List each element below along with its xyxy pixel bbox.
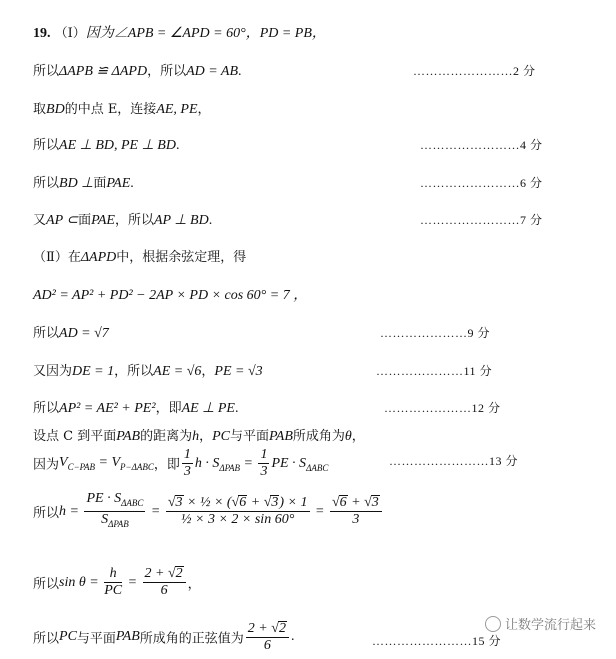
math: AP² = AE² + PE² <box>59 401 156 416</box>
text: ， <box>351 429 365 444</box>
math: AP ⊂ <box>46 213 79 228</box>
score-unit: 分 <box>523 64 536 78</box>
math: AE ⊥ BD, PE ⊥ BD <box>59 138 176 153</box>
line-3 <box>33 98 211 118</box>
watermark-text: 让数学流行起来 <box>504 617 596 633</box>
score-dots: ……………………7 <box>420 213 527 227</box>
math: AE ⊥ PE <box>181 401 235 416</box>
math: AP ⊥ BD <box>154 213 209 228</box>
score-4 <box>420 136 542 153</box>
text: 所以 <box>33 326 60 341</box>
score-dots: ……………………4 <box>420 138 527 152</box>
score-unit: 分 <box>530 138 543 152</box>
line-15 <box>33 566 201 599</box>
text: 设点 C 到平面 <box>33 429 117 444</box>
score-unit: 分 <box>488 401 501 415</box>
score-dots: …………………9 <box>380 326 474 340</box>
score-unit: 分 <box>488 634 501 648</box>
text: 与平面 <box>230 429 270 444</box>
text: 取 <box>33 102 47 117</box>
fraction: $\frac{1}{3}$ <box>260 447 268 479</box>
text: ， <box>199 429 213 444</box>
math-sin-theta: sin θ = $\frac{h}{PC}$ = $\frac{2 + √2}{6}$ <box>59 575 188 590</box>
line-5 <box>33 172 134 192</box>
text: 因为 <box>33 457 60 473</box>
math: AE = √6 <box>153 364 202 379</box>
text: 所以 <box>33 138 60 153</box>
fraction: $\frac{h}{PC}$ <box>104 566 123 598</box>
math: AE, PE <box>156 102 198 117</box>
line-12 <box>33 425 365 445</box>
line-1 <box>33 22 326 42</box>
line-14 <box>33 491 384 532</box>
text: 又 <box>33 213 47 228</box>
text: 与平面 <box>76 631 116 647</box>
line-1-text: 因为∠APB = ∠APD = 60°，PD = PB， <box>85 26 326 41</box>
math: AD = AB <box>186 64 239 79</box>
math: BD <box>46 102 65 117</box>
text: 面 <box>78 213 92 228</box>
line-4 <box>33 134 179 154</box>
line-6 <box>33 209 212 229</box>
fraction: $\frac{√6 + √3}{3}$ <box>330 495 382 528</box>
math: BD ⊥ <box>59 176 94 191</box>
fraction: $\frac{PE \cdot S_{\Delta ABC}}{S_{\Delta PAB}}$ <box>86 491 144 529</box>
text: 的中点 E，连接 <box>64 102 157 117</box>
math: PC <box>212 429 230 444</box>
math: ΔAPB ≌ ΔAPD <box>59 64 148 79</box>
score-12 <box>384 399 500 416</box>
math: DE = 1 <box>72 364 115 379</box>
score-dots: …………………11 <box>376 364 477 378</box>
line-10 <box>33 360 263 380</box>
text: 的距离为 <box>140 429 193 444</box>
text: ，所以 <box>114 364 154 379</box>
score-unit: 分 <box>505 454 518 468</box>
math-volume-eq: $V_{C-PAB} = V_{P-\Delta ABC}$ <box>59 454 154 472</box>
text: ， <box>197 102 211 117</box>
score-7 <box>420 211 542 228</box>
math: ΔAPD <box>80 250 117 265</box>
math: AD = √7 <box>59 326 109 341</box>
score-2 <box>413 62 535 79</box>
text: ，即 <box>155 401 182 416</box>
math: PAB <box>116 429 141 444</box>
wechat-icon <box>485 616 501 632</box>
math: θ <box>344 429 352 444</box>
part-2-label: （Ⅱ）在 <box>33 250 81 265</box>
line-8 <box>33 284 307 304</box>
math: PAB <box>269 429 293 444</box>
text: ，即 <box>153 457 180 473</box>
text: . <box>208 213 213 228</box>
math: AD² = AP² + PD² − 2AP × PD × cos 60° = 7 ， <box>33 288 308 303</box>
part-1-label: （Ⅰ） <box>54 26 86 41</box>
fraction: $\frac{1}{3}$ <box>183 447 191 479</box>
text: 所以 <box>33 64 60 79</box>
watermark <box>485 614 596 634</box>
line-2 <box>33 60 242 80</box>
line-11 <box>33 397 238 417</box>
text: 所以 <box>33 505 60 521</box>
text: 所以 <box>33 577 60 592</box>
math-h-formula: h = $\frac{PE \cdot S_{\Delta ABC}}{S_{\Delta PAB}}$ = $\frac{\text{√3 × ½ × (√6 + √3) × 1}}{\text{½ × 3 × 2 × sin 60°}}$ = $\frac{√6 + √3}{3}$ <box>59 504 384 519</box>
text: 所成角为 <box>292 429 345 444</box>
text: . <box>234 401 239 416</box>
score-6 <box>420 174 542 191</box>
text: 中，根据余弦定理，得 <box>116 250 247 265</box>
text: ，所以 <box>147 64 187 79</box>
text: 所以 <box>33 176 60 191</box>
math-volume-expand: $\frac{1}{3}$ $h \cdot S_{\Delta PAB}$ = $\frac{1}{3}$ PE · $S_{\Delta ABC}$ <box>183 447 329 479</box>
text: ， <box>187 577 201 592</box>
math: PAB <box>115 629 140 645</box>
score-15 <box>372 632 501 649</box>
text: 所成角的正弦值为 <box>139 631 244 647</box>
score-9 <box>380 324 490 341</box>
fraction: $\frac{2 + √2}{6}$ <box>246 621 289 654</box>
score-unit: 分 <box>479 364 492 378</box>
score-dots: ……………………15 <box>372 634 485 648</box>
score-unit: 分 <box>530 213 543 227</box>
text: 面 <box>93 176 107 191</box>
text: ， <box>201 364 215 379</box>
score-dots: ……………………2 <box>413 64 520 78</box>
text: . <box>130 176 134 191</box>
text: 又因为 <box>33 364 73 379</box>
problem-number: 19. <box>33 26 51 41</box>
fraction: $\frac{2 + √2}{6}$ <box>143 566 186 599</box>
fraction: $\frac{\text{√3 × ½ × (√6 + √3) × 1}}{\text{½ × 3 × 2 × sin 60°}}$ <box>167 494 308 527</box>
line-16 <box>33 621 294 654</box>
score-13 <box>389 452 518 469</box>
text: . <box>175 138 180 153</box>
score-11 <box>376 362 492 379</box>
line-7 <box>33 246 246 266</box>
score-dots: …………………12 <box>384 401 485 415</box>
text: 所以 <box>33 631 60 647</box>
score-unit: 分 <box>477 326 490 340</box>
line-13 <box>33 447 328 480</box>
score-dots: ……………………6 <box>420 176 527 190</box>
math: PE = √3 <box>214 364 263 379</box>
math: PAE <box>91 213 115 228</box>
line-9 <box>33 322 109 342</box>
score-unit: 分 <box>530 176 543 190</box>
math: PC <box>59 629 77 645</box>
text: ，所以 <box>114 213 154 228</box>
text: . <box>238 64 242 79</box>
text: 所以 <box>33 401 60 416</box>
math: h <box>192 429 200 444</box>
text: . <box>290 629 295 645</box>
score-dots: ……………………13 <box>389 454 502 468</box>
math-answer <box>244 621 291 653</box>
math: PAE <box>106 176 131 191</box>
